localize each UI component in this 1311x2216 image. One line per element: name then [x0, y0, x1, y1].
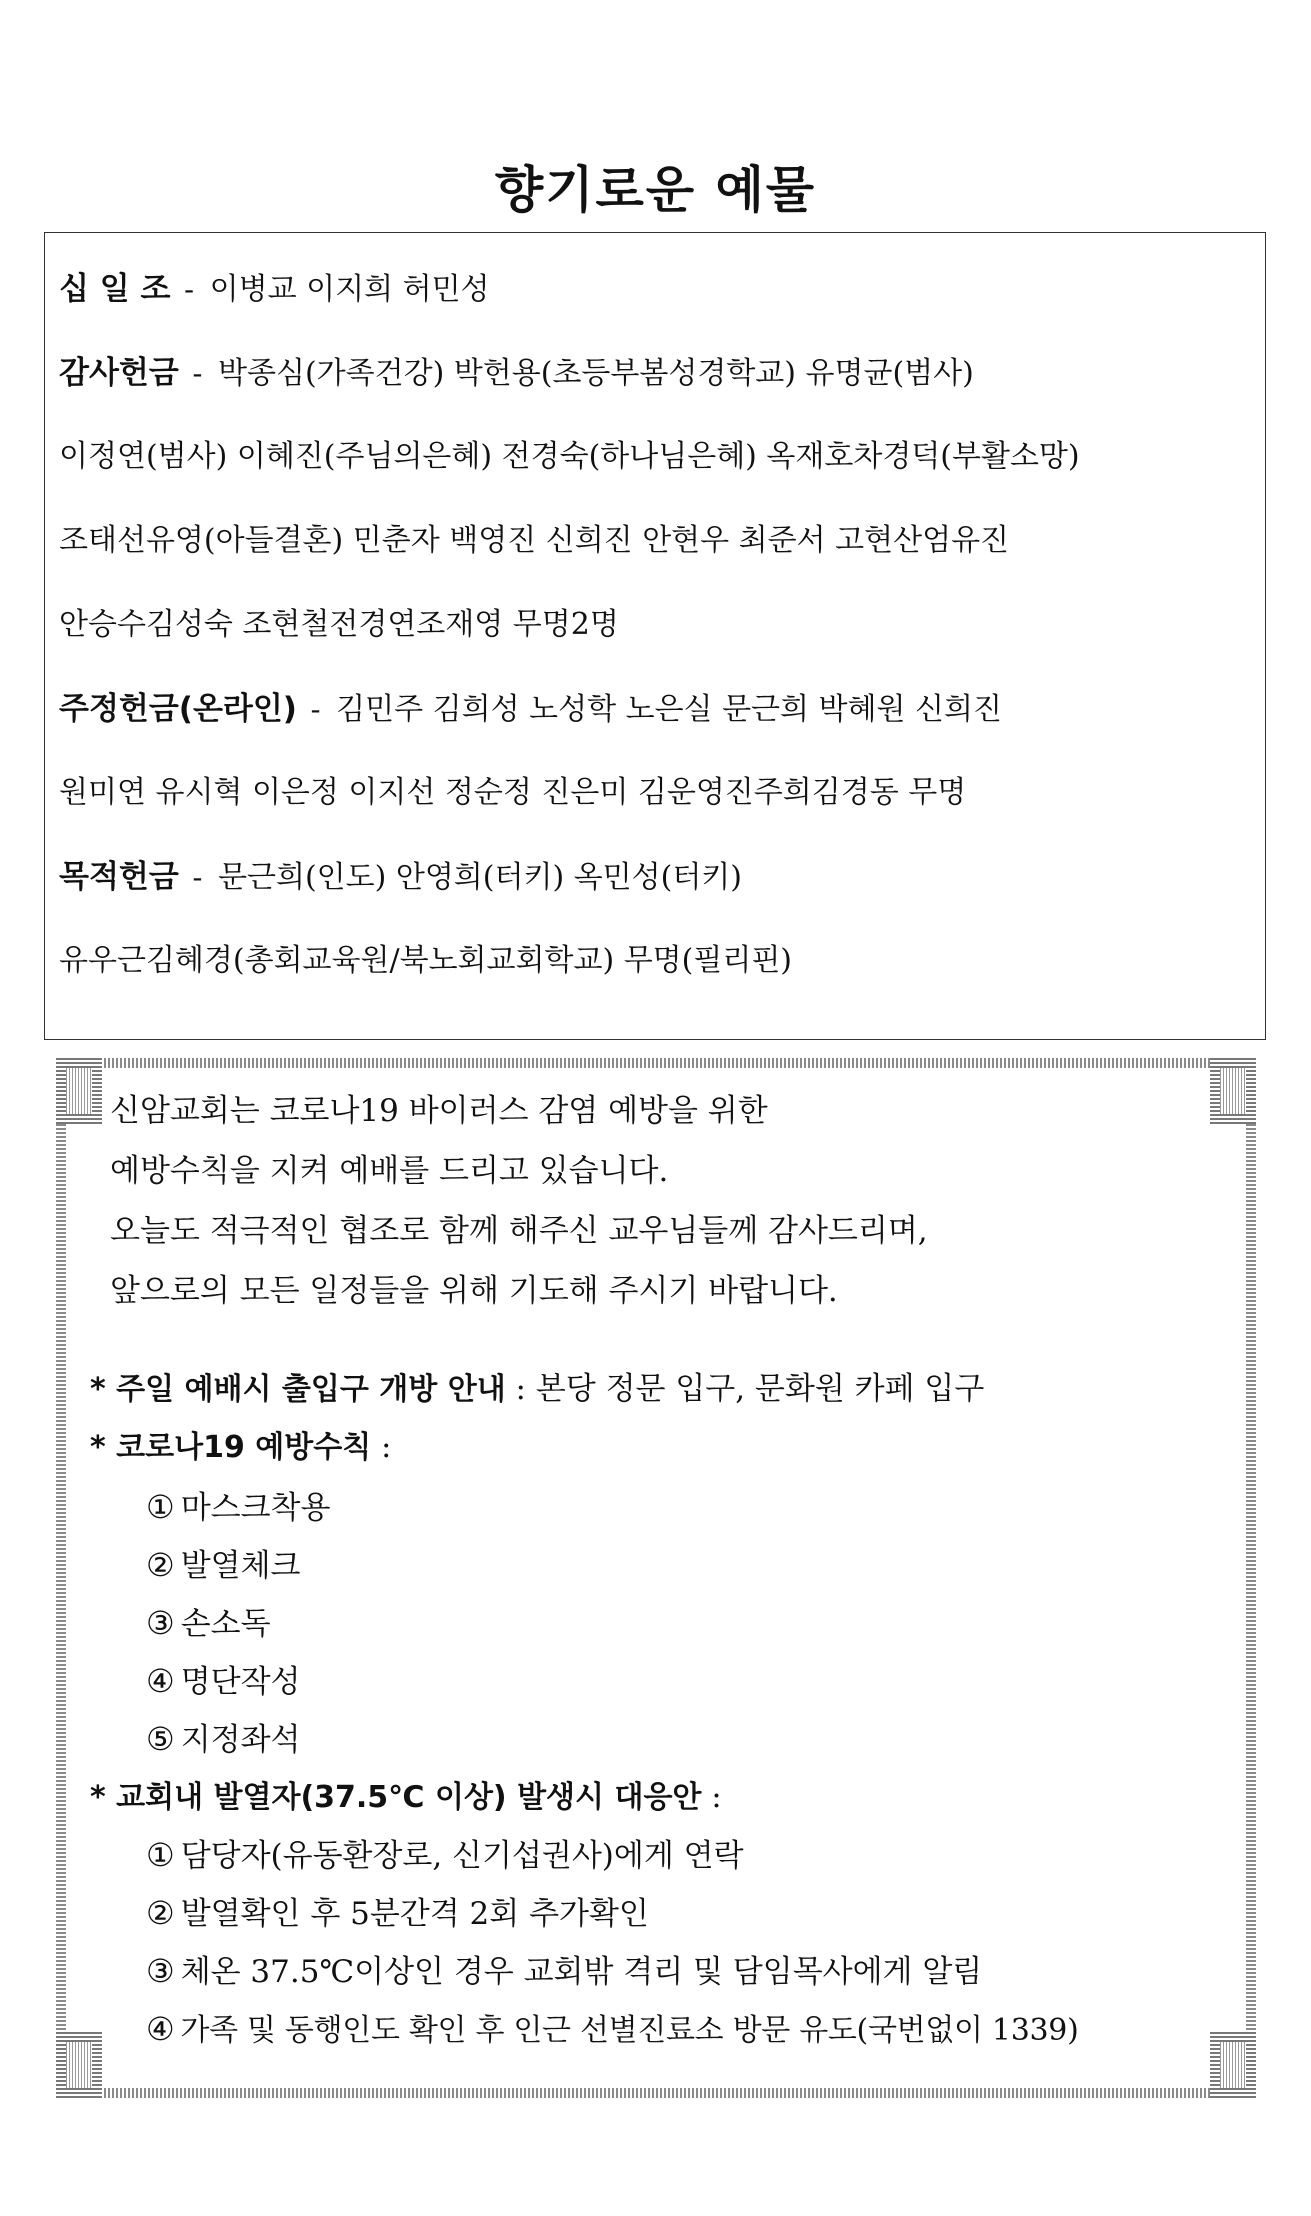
border-bottom: [56, 2088, 1256, 2098]
page-title: 향기로운 예물: [494, 161, 817, 219]
fever-step-text: 담당자(유동환장로, 신기섭권사)에게 연락: [180, 1838, 744, 1874]
offering-line-thanks: [59, 353, 974, 394]
notice-colon: :: [381, 1429, 392, 1465]
offering-names: 안승수김성숙 조현철전경연조재영 무명2명: [59, 607, 619, 642]
corner-ornament: [1210, 2032, 1256, 2098]
notice-intro-line: 앞으로의 모든 일정들을 위해 기도해 주시기 바랍니다.: [110, 1273, 838, 1309]
separator: -: [310, 693, 321, 726]
separator: -: [192, 357, 203, 390]
offering-line: [59, 437, 1080, 477]
fever-heading: [90, 1776, 722, 1819]
number-marker: ④: [146, 2010, 175, 2048]
rule-item: [146, 1486, 330, 1529]
offering-category: 감사헌금: [59, 355, 179, 391]
fever-step-text: 발열확인 후 5분간격 2회 추가확인: [180, 1896, 649, 1932]
fever-step: [146, 1892, 649, 1935]
notice-label: * 코로나19 예방수칙: [90, 1430, 372, 1465]
number-marker: ③: [146, 1604, 175, 1642]
number-marker: ①: [146, 1836, 175, 1874]
notice-intro-line: 오늘도 적극적인 협조로 함께 해주신 교우님들께 감사드리며,: [110, 1213, 928, 1249]
rule-item: [146, 1602, 271, 1645]
notice-colon: :: [711, 1779, 722, 1815]
offering-line-weekly-online: [59, 689, 1002, 730]
rule-item: [146, 1718, 300, 1761]
rule-text: 손소독: [180, 1606, 271, 1642]
notice-label: * 교회내 발열자(37.5℃ 이상) 발생시 대응안: [90, 1780, 702, 1815]
number-marker: ②: [146, 1894, 175, 1932]
rule-item: [146, 1660, 300, 1703]
separator: -: [183, 273, 195, 306]
corner-ornament: [56, 1058, 102, 1124]
notice-intro-line: 예방수칙을 지켜 예배를 드리고 있습니다.: [110, 1153, 669, 1189]
rule-text: 지정좌석: [180, 1722, 301, 1758]
corner-ornament: [56, 2032, 102, 2098]
offering-line: [59, 773, 966, 813]
fever-step: [146, 1834, 744, 1877]
notice-colon: :: [515, 1371, 526, 1407]
offering-names: 김민주 김희성 노성학 노은실 문근희 박혜원 신희진: [336, 692, 1002, 727]
offering-names: 원미연 유시혁 이은정 이지선 정순정 진은미 김운영진주희김경동 무명: [59, 775, 967, 810]
offering-line: [59, 521, 1009, 561]
rules-heading: [90, 1426, 392, 1469]
number-marker: ⑤: [146, 1720, 175, 1758]
offering-category: 주정헌금(온라인): [59, 691, 297, 727]
border-right: [1246, 1058, 1256, 2098]
fever-step: [146, 2008, 1078, 2052]
number-marker: ③: [146, 1952, 175, 1990]
covid-notice-box: [56, 1058, 1256, 2098]
offering-names: 조태선유영(아들결혼) 민춘자 백영진 신희진 안현우 최준서 고현산엄유진: [59, 523, 1010, 558]
corner-ornament: [1210, 1058, 1256, 1124]
notice-text: 본당 정문 입구, 문화원 카페 입구: [535, 1371, 985, 1407]
offering-category: 목적헌금: [59, 859, 179, 895]
offering-line-purpose: [59, 857, 742, 898]
offering-names: 박종심(가족건강) 박헌용(초등부봄성경학교) 유명균(범사): [218, 356, 974, 391]
fever-step-text: 가족 및 동행인도 확인 후 인근 선별진료소 방문 유도(국번없이 1339): [180, 2013, 1079, 2048]
number-marker: ④: [146, 1662, 175, 1700]
offering-list: [44, 232, 1266, 1040]
offering-category: 십 일 조: [59, 271, 171, 307]
rule-text: 마스크착용: [180, 1490, 331, 1526]
separator: -: [192, 861, 203, 894]
fever-step-text: 체온 37.5℃이상인 경우 교회밖 격리 및 담임목사에게 알림: [180, 1954, 983, 1990]
offering-names: 유우근김혜경(총회교육원/북노회교회학교) 무명(필리핀): [59, 943, 792, 978]
rule-text: 명단작성: [180, 1664, 301, 1700]
rule-item: [146, 1544, 300, 1587]
offering-line: [59, 605, 619, 645]
offering-names: 이정연(범사) 이혜진(주님의은혜) 전경숙(하나님은혜) 옥재호차경덕(부활소망): [59, 439, 1080, 474]
notice-label: * 주일 예배시 출입구 개방 안내: [90, 1372, 506, 1407]
offering-names: 이병교 이지희 허민성: [209, 272, 490, 307]
notice-intro-line: 신암교회는 코로나19 바이러스 감염 예방을 위한: [110, 1093, 768, 1129]
border-left: [56, 1058, 66, 2098]
offering-line-tithe: [59, 269, 490, 310]
rule-text: 발열체크: [180, 1548, 301, 1584]
offering-names: 문근희(인도) 안영희(터키) 옥민성(터키): [218, 860, 742, 895]
fever-step: [146, 1950, 982, 1993]
border-top: [56, 1058, 1256, 1068]
offering-line: [59, 941, 792, 981]
entrance-notice: [90, 1368, 984, 1411]
number-marker: ①: [146, 1488, 175, 1526]
number-marker: ②: [146, 1546, 175, 1584]
